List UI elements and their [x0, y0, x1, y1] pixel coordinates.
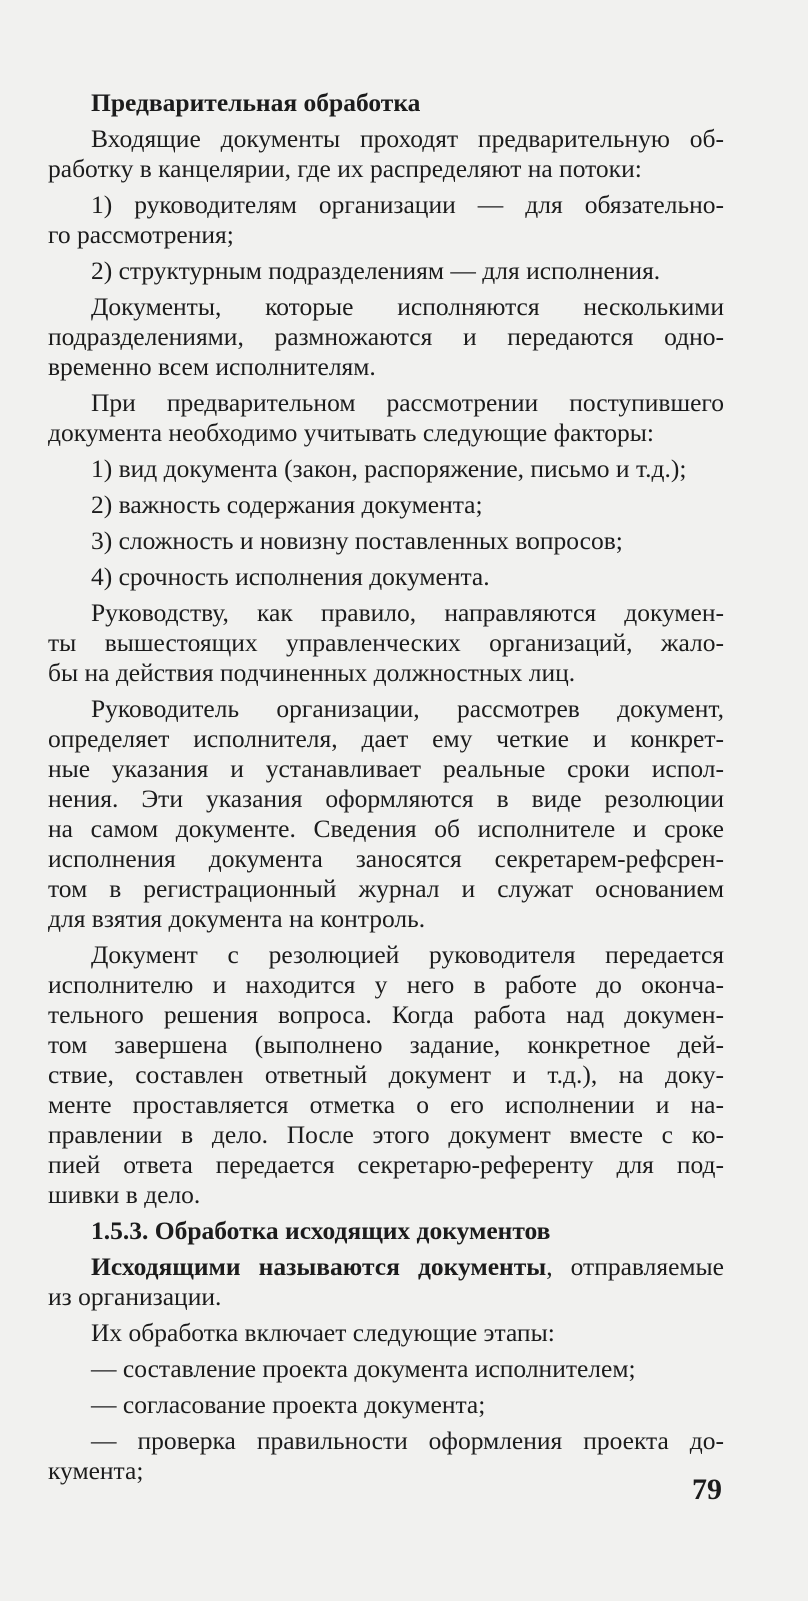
text-line: для взятия документа на контроль.: [48, 904, 426, 933]
text-line: 1) руководителям организации — для обязательно-: [91, 190, 724, 219]
text-line: исполнения документа заносятся секретарем-рефсрен-: [48, 844, 724, 873]
text-line: — составление проекта документа исполнителем;: [91, 1354, 636, 1383]
text-line: кумента;: [48, 1456, 144, 1485]
text-line: том в регистрационный журнал и служат основанием: [48, 874, 724, 903]
text-line: том завершена (выполнено задание, конкретное дей-: [48, 1030, 724, 1059]
text-line: Руководству, как правило, направляются докумен-: [91, 598, 724, 627]
text-line: ты вышестоящих управленческих организаций, жало-: [48, 628, 724, 657]
page-body: [48, 88, 724, 1486]
text-line: пией ответа передается секретарю-референту для под-: [48, 1150, 724, 1179]
paragraph: [48, 292, 724, 382]
list-item: [48, 1426, 724, 1486]
text-line: шивки в дело.: [48, 1180, 201, 1209]
text-line: определяет исполнителя, дает ему четкие и конкрет-: [48, 724, 724, 753]
text-line: ствие, составлен ответный документ и т.д.), на доку-: [48, 1060, 724, 1089]
text-line: бы на действия подчиненных должностных лиц.: [48, 658, 576, 687]
text-line: 2) структурным подразделениям — для исполнения.: [91, 256, 661, 285]
text-line: При предварительном рассмотрении поступившего: [91, 388, 724, 417]
text-line: правлении в дело. После этого документ вместе с ко-: [48, 1120, 724, 1149]
text-line: на самом документе. Сведения об исполнителе и сроке: [48, 814, 724, 843]
paragraph: [48, 598, 724, 688]
paragraph: [48, 694, 724, 934]
paragraph: [48, 1252, 724, 1312]
text-line: исполнителю и находится у него в работе до оконча-: [48, 970, 724, 999]
paragraph: [48, 124, 724, 184]
list-item: [48, 1354, 724, 1384]
text-line: го рассмотрения;: [48, 220, 234, 249]
paragraph: [48, 940, 724, 1210]
text-line: документа необходимо учитывать следующие факторы:: [48, 418, 655, 447]
text-line: [48, 1252, 724, 1282]
text-line: Документ с резолюцией руководителя передается: [91, 940, 724, 969]
definition-rest: , отправляемые: [546, 1252, 724, 1281]
text-line: Их обработка включает следующие этапы:: [91, 1318, 555, 1347]
list-item: [48, 454, 724, 484]
text-line: — согласование проекта документа;: [91, 1390, 486, 1419]
list-item: [48, 562, 724, 592]
paragraph: [48, 256, 724, 286]
text-line: ные указания и устанавливает реальные сроки испол-: [48, 754, 724, 783]
paragraph: [48, 1318, 724, 1348]
text-line: Документы, которые исполняются несколькими: [91, 292, 724, 321]
page-number: 79: [692, 1473, 722, 1506]
text-line: из организации.: [48, 1282, 222, 1311]
section-heading: Предварительная обработка: [91, 88, 421, 117]
text-line: 2) важность содержания документа;: [91, 490, 483, 519]
subsection-heading: 1.5.3. Обработка исходящих документов: [91, 1216, 551, 1245]
text-line: Входящие документы проходят предварительную об-: [91, 124, 724, 153]
list-item: [48, 490, 724, 520]
paragraph: [48, 190, 724, 250]
text-line: подразделениями, размножаются и передаются одно-: [48, 322, 724, 351]
text-line: нения. Эти указания оформляются в виде резолюции: [48, 784, 724, 813]
text-line: временно всем исполнителям.: [48, 352, 376, 381]
definition-term: Исходящими называются документы: [91, 1252, 547, 1281]
text-line: работку в канцелярии, где их распределяют на потоки:: [48, 154, 642, 183]
list-item: [48, 1390, 724, 1420]
text-line: Руководитель организации, рассмотрев документ,: [91, 694, 724, 723]
text-line: — проверка правильности оформления проекта до-: [91, 1426, 724, 1455]
text-line: 4) срочность исполнения документа.: [91, 562, 490, 591]
text-line: 1) вид документа (закон, распоряжение, письмо и т.д.);: [91, 454, 687, 483]
list-item: [48, 526, 724, 556]
paragraph: [48, 388, 724, 448]
text-line: тельного решения вопроса. Когда работа над докумен-: [48, 1000, 724, 1029]
text-line: менте проставляется отметка о его исполнении и на-: [48, 1090, 724, 1119]
text-line: 3) сложность и новизну поставленных вопросов;: [91, 526, 623, 555]
